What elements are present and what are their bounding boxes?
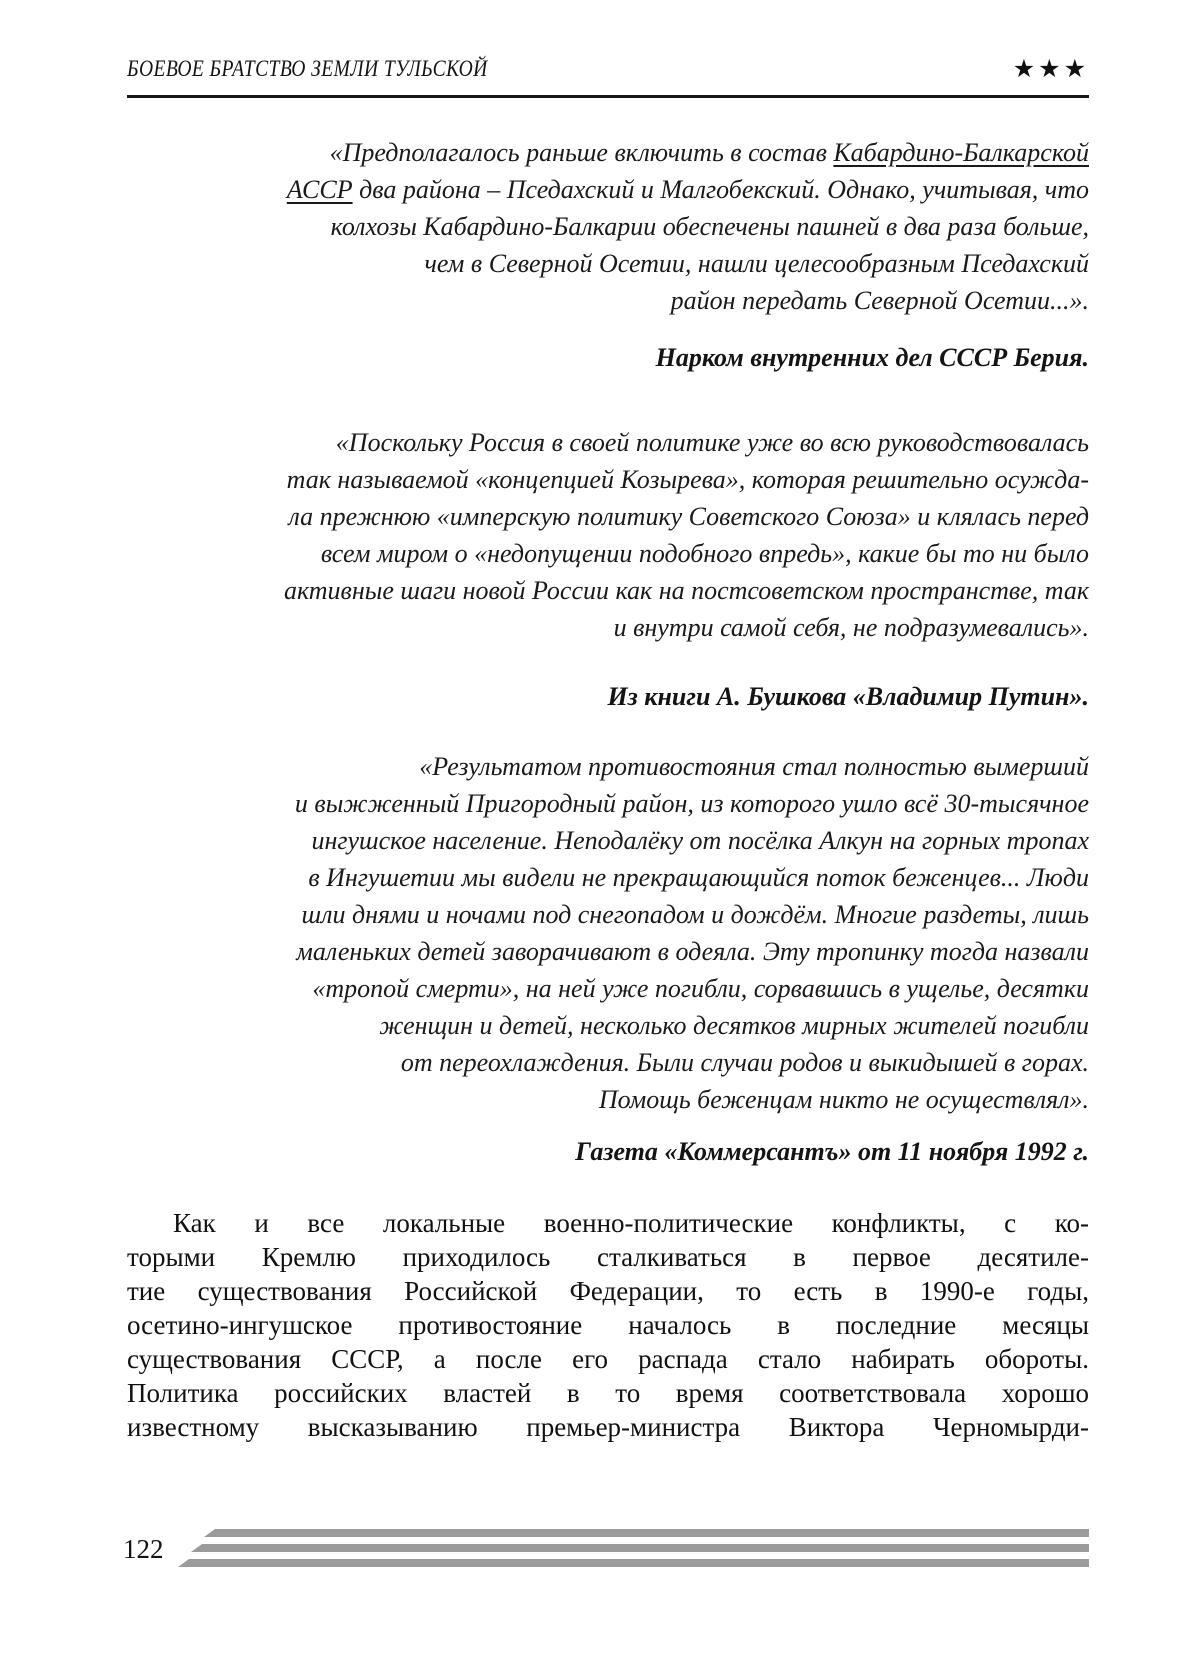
quote-line: и внутри самой себя, не подразумевались». <box>613 613 1089 642</box>
body-line: Как и все локальные военно-политические конфликты, с ко- <box>173 1208 1089 1238</box>
underlined-text: Кабардино-Балкарской <box>833 138 1089 167</box>
body-line: известному высказыванию премьер-министра Виктора Черномырди- <box>127 1412 1089 1442</box>
quote-line: от переохлаждения. Были случаи родов и выкидышей в горах. <box>400 1048 1089 1077</box>
quote-line: ла прежнюю «имперскую политику Советского Союза» и клялась перед <box>288 502 1089 531</box>
epigraph-quote-1 <box>127 134 1089 319</box>
body-line: Политика российских властей в то время соответствовала хорошо <box>127 1378 1089 1408</box>
quote-line: в Ингушетии мы видели не прекращающийся поток беженцев... Люди <box>308 863 1089 892</box>
epigraph-quote-3 <box>127 748 1089 1118</box>
body-line: осетино-ингушское противостояние началось в последние месяцы <box>127 1310 1089 1340</box>
quote-line: всем миром о «недопущении подобного впредь», какие бы то ни было <box>320 539 1089 568</box>
running-head-title: БОЕВОЕ БРАТСТВО ЗЕМЛИ ТУЛЬСКОЙ <box>127 56 488 81</box>
quote-line: «Результатом противостояния стал полностью вымерший <box>419 752 1089 781</box>
quote-text: два района – Пседахский и Малгобекский. Однако, учитывая, что <box>352 175 1089 204</box>
quote-line: Помощь беженцам никто не осуществлял». <box>598 1085 1089 1114</box>
quote-line: активные шаги новой России как на постсоветском пространстве, так <box>283 576 1089 605</box>
footer-decorative-bar <box>191 1544 1089 1552</box>
quote-line <box>127 134 1089 171</box>
quote-line: шли днями и ночами под снегопадом и дождём. Многие раздеты, лишь <box>301 900 1089 929</box>
quote-line: район передать Северной Осетии...». <box>670 286 1089 315</box>
quote-line: «Поскольку Россия в своей политике уже во всю руководствовалась <box>335 428 1089 457</box>
quote-line <box>127 171 1089 208</box>
underlined-text: АССР <box>286 175 353 204</box>
three-stars-icon: ★★★ <box>1012 56 1089 83</box>
epigraph-quote-2 <box>127 424 1089 646</box>
body-line: тие существования Российской Федерации, то есть в 1990-е годы, <box>127 1276 1089 1306</box>
quote-line: так называемой «концепцией Козырева», которая решительно осужда- <box>286 465 1089 494</box>
header-rule <box>127 95 1089 98</box>
quote-line: и выжженный Пригородный район, из которого ушло всё 30-тысячное <box>294 789 1089 818</box>
body-line: существования СССР, а после его распада стало набирать обороты. <box>127 1344 1089 1374</box>
footer-decorative-bar <box>178 1559 1089 1567</box>
quote-line: «тропой смерти», на ней уже погибли, сорвавшись в ущелье, десятки <box>312 974 1089 1003</box>
quote-attribution-2: Из книги А. Бушкова «Владимир Путин». <box>607 682 1089 711</box>
quote-line: колхозы Кабардино-Балкарии обеспечены пашней в два раза больше, <box>330 212 1089 241</box>
quote-line: женщин и детей, несколько десятков мирных жителей погибли <box>379 1011 1089 1040</box>
quote-line: ингушское население. Неподалёку от посёлка Алкун на горных тропах <box>311 826 1089 855</box>
body-line: торыми Кремлю приходилось сталкиваться в первое десятиле- <box>127 1242 1089 1272</box>
quote-line: чем в Северной Осетии, нашли целесообразным Пседахский <box>424 249 1089 278</box>
quote-text: «Предполагалось раньше включить в состав <box>329 138 834 167</box>
page-header <box>127 56 1089 82</box>
footer-decorative-bar <box>204 1529 1089 1537</box>
body-paragraph <box>127 1206 1089 1444</box>
page-number: 122 <box>123 1534 164 1564</box>
quote-attribution-3: Газета «Коммерсантъ» от 11 ноября 1992 г. <box>575 1137 1089 1166</box>
quote-attribution-1: Нарком внутренних дел СССР Берия. <box>655 343 1089 372</box>
quote-line: маленьких детей заворачивают в одеяла. Эту тропинку тогда назвали <box>296 937 1089 966</box>
